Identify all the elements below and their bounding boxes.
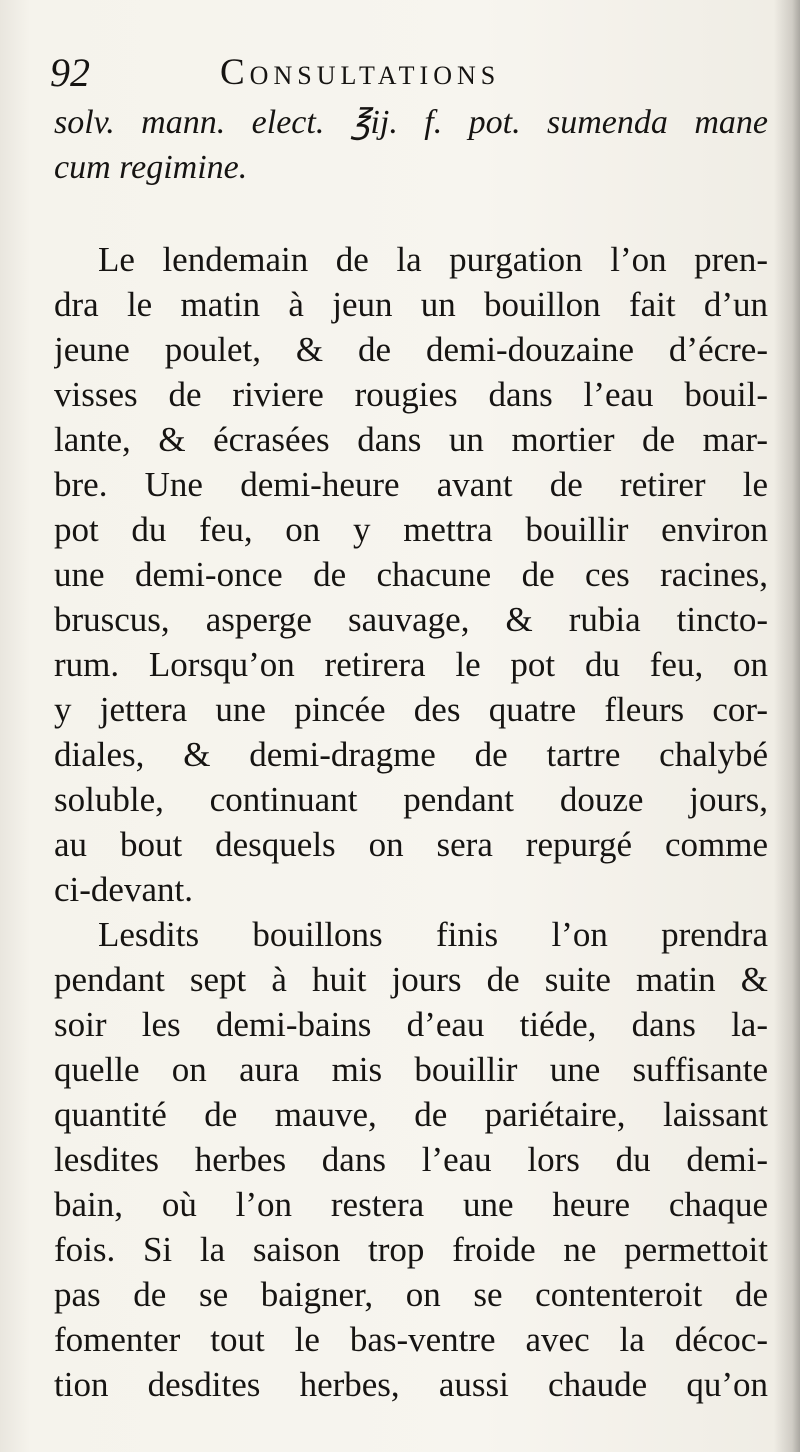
text-line: cum regimine. bbox=[54, 149, 248, 186]
text-line: pot du feu, on y mettra bouillir environ bbox=[54, 510, 768, 549]
text-line: fomenter tout le bas-ventre avec la décoc- bbox=[54, 1320, 768, 1359]
text-line: bruscus, asperge sauvage, & rubia tincto- bbox=[54, 600, 768, 639]
text-line: quelle on aura mis bouillir une suffisante bbox=[54, 1050, 768, 1089]
text-line: soluble, continuant pendant douze jours, bbox=[54, 780, 768, 819]
page-header bbox=[50, 48, 750, 98]
body-text bbox=[54, 237, 768, 1407]
text-line: une demi-once de chacune de ces racines, bbox=[54, 555, 768, 594]
text-line: pendant sept à huit jours de suite matin & bbox=[54, 960, 768, 999]
text-line: tion desdites herbes, aussi chaude qu’on bbox=[54, 1365, 768, 1404]
text-line: Le lendemain de la purgation l’on pren- bbox=[98, 240, 768, 279]
text-line: diales, & demi-dragme de tartre chalybé bbox=[54, 735, 768, 774]
text-line: au bout desquels on sera repurgé comme bbox=[54, 825, 768, 864]
text-line: lesdites herbes dans l’eau lors du demi- bbox=[54, 1140, 768, 1179]
page-gutter-shadow bbox=[774, 0, 800, 1452]
prescription-block bbox=[54, 100, 768, 190]
paragraph bbox=[54, 912, 768, 1407]
running-head: Consultations bbox=[220, 52, 501, 93]
text-line: dra le matin à jeun un bouillon fait d’un bbox=[54, 285, 768, 324]
text-line: rum. Lorsqu’on retirera le pot du feu, on bbox=[54, 645, 768, 684]
text-line: visses de riviere rougies dans l’eau bouil- bbox=[54, 375, 768, 414]
text-line: ci-devant. bbox=[54, 870, 193, 909]
text-line: solv. mann. elect. ℥ij. f. pot. sumenda mane bbox=[54, 104, 768, 141]
text-line: quantité de mauve, de pariétaire, laissant bbox=[54, 1095, 768, 1134]
text-line: Lesdits bouillons finis l’on prendra bbox=[98, 915, 768, 954]
text-line: pas de se baigner, on se contenteroit de bbox=[54, 1275, 768, 1314]
text-line: soir les demi-bains d’eau tiéde, dans la- bbox=[54, 1005, 768, 1044]
text-line: y jettera une pincée des quatre fleurs cor- bbox=[54, 690, 768, 729]
text-line: bain, où l’on restera une heure chaque bbox=[54, 1185, 768, 1224]
text-line: fois. Si la saison trop froide ne permettoit bbox=[54, 1230, 768, 1269]
text-line: jeune poulet, & de demi-douzaine d’écre- bbox=[54, 330, 768, 369]
text-line: bre. Une demi-heure avant de retirer le bbox=[54, 465, 768, 504]
text-line: lante, & écrasées dans un mortier de mar- bbox=[54, 420, 768, 459]
page-number: 92 bbox=[50, 50, 90, 95]
paragraph bbox=[54, 237, 768, 912]
